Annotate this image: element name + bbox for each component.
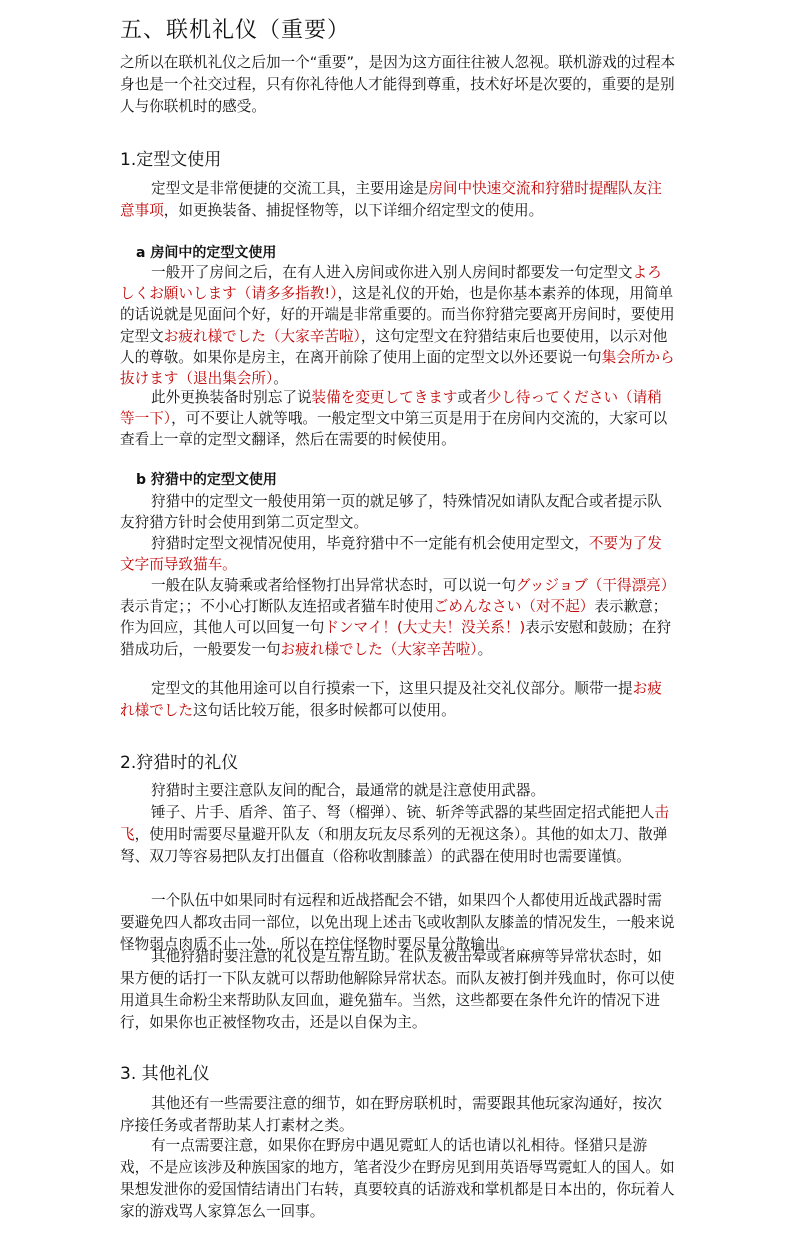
highlight-text: グッジョブ（干得漂亮）: [515, 577, 676, 594]
subsection-a-heading: a 房间中的定型文使用: [136, 245, 277, 261]
text-span: 此外更换装备时别忘了说: [151, 389, 312, 406]
subsection-a-paragraph-2: [120, 387, 676, 451]
text-span: 。: [273, 370, 288, 388]
highlight-text: 不要为了发文字而导致猫车。: [120, 535, 662, 574]
text-span: 定型文的其他用途可以自行摸索一下，这里只提及社交礼仪部分。顺带一提: [151, 680, 633, 697]
section-2-paragraph-4: 其他狩猎时要注意的礼仪是互帮互助。在队友被击晕或者麻痹等异常状态时，如果方便的话打一下队友就可以帮助他解除异常状态。而队友被打倒并残血时，你可以使用道具生命粉尘来帮助队友回血，避免猫车。当然，这些都要在条件允许的情况下进行，如果你也正被怪物攻击，还是以自保为主。: [120, 948, 675, 1031]
text-span: 定型文是非常便捷的交流工具，主要用途是: [151, 180, 429, 197]
section-1-paragraph-1: [120, 178, 676, 222]
highlight-text: お疲れ様でした: [120, 680, 662, 719]
section-3-paragraph-2: 有一点需要注意，如果你在野房中遇见霓虹人的话也请以礼相待。怪猎只是游戏，不是应该涉及种族国家的地方，笔者没少在野房见到用英语辱骂霓虹人的国人。如果想发泄你的爱国情结请出门右转，真要较真的话游戏和掌机都是日本出的，你玩着人家的游戏骂人家算怎么一回事。: [120, 1137, 675, 1220]
subsection-b-paragraph-1: 狩猎中的定型文一般使用第一页的就足够了，特殊情况如请队友配合或者提示队友狩猎方针时会使用到第二页定型文。: [120, 493, 662, 532]
section-2-heading: 2.狩猎时的礼仪: [120, 753, 239, 773]
highlight-text: よろしくお願いします（请多多指教!）: [120, 264, 662, 303]
highlight-text: 击飞: [120, 804, 670, 843]
text-span: ，这句定型文在狩猎结束后也要使用，以示对他人的尊敬。如果你是房主，在离开前除了使用上面的定型文以外还要说一句: [120, 327, 668, 366]
intro-paragraph: 之所以在联机礼仪之后加一个“重要”，是因为这方面往往被人忽视。联机游戏的过程本身也是一个社交过程，只有你礼待他人才能得到尊重，技术好坏是次要的，重要的是别人与你联机时的感受。: [120, 54, 676, 115]
text-span: 一般在队友骑乘或者给怪物打出异常状态时，可以说一句: [151, 577, 516, 594]
subsection-b-heading: b 狩猎中的定型文使用: [136, 472, 277, 488]
text-span: 或者: [457, 389, 487, 406]
highlight-text: 集会所から抜けます（退出集会所）: [120, 348, 675, 388]
highlight-text: お疲れ様でした（大家辛苦啦）: [280, 640, 478, 658]
subsection-b-paragraph-3: [120, 575, 676, 660]
text-span: ，这是礼仪的开始，也是你基本素养的体现，用简单的话说就是见面问个好，好的开端是非常重要的。而当你狩猎完要离开房间时，要使用定型文: [120, 285, 675, 345]
text-span: 表示肯定；；不小心打断队友连招或者猫车时使用: [120, 598, 434, 616]
section-3-heading: 3. 其他礼仪: [120, 1064, 210, 1084]
highlight-text: ドンマイ！(大丈夫！没关系！): [324, 619, 526, 637]
text-span: 一般开了房间之后，在有人进入房间或你进入别人房间时都要发一句定型文: [151, 264, 633, 281]
subsection-a-paragraph-1: [120, 262, 676, 389]
section-2-paragraph-3: 一个队伍中如果同时有远程和近战搭配会不错，如果四个人都使用近战武器时需要避免四人都攻击同一部位，以免出现上述击飞或收割队友膝盖的情况发生，一般来说怪物弱点肉质不止一处，所以在控住怪物时要尽量分散输出。: [120, 892, 675, 953]
text-span: ，使用时需要尽量避开队友（和朋友玩友尽系列的无视这条）。其他的如太刀、散弹弩、双刀等容易把队友打出僵直（俗称收割膝盖）的武器在使用时也需要谨慎。: [120, 826, 668, 865]
highlight-text: ごめんなさい（对不起）: [433, 598, 595, 616]
text-span: 这句话比较万能，很多时候都可以使用。: [192, 702, 456, 719]
section-1-closing-paragraph: [120, 678, 676, 722]
text-span: ，如更换装备、捕捉怪物等，以下详细介绍定型文的使用。: [163, 202, 544, 219]
text-span: 表示安慰和鼓励；在狩猎成功后，一般要发一句: [120, 619, 672, 658]
section-2-paragraph-2: [120, 802, 676, 868]
text-span: ，可不要让人就等哦。一般定型文中第三页是用于在房间内交流的，大家可以查看上一章的定型文翻译，然后在需要的时候使用。: [120, 410, 668, 449]
subsection-b-paragraph-2: [120, 533, 676, 575]
section-2-paragraph-1: 狩猎时主要注意队友间的配合，最通常的就是注意使用武器。: [151, 782, 546, 799]
page-title: 五、联机礼仪（重要）: [120, 18, 351, 43]
text-span: 。: [477, 640, 493, 658]
text-span: 锤子、片手、盾斧、笛子、弩（榴弹）、铳、斩斧等武器的某些固定招式能把人: [151, 804, 655, 821]
text-span: 表示歉意；作为回应，其他人可以回复一句: [120, 598, 668, 637]
text-span: 狩猎时定型文视情况使用，毕竟狩猎中不一定能有机会使用定型文，: [151, 535, 589, 552]
highlight-text: お疲れ様でした（大家辛苦啦）: [163, 327, 361, 345]
highlight-text: 少し待ってください（请稍等一下）: [120, 389, 662, 428]
highlight-text: 装備を変更してきます: [311, 389, 458, 406]
highlight-text: 房间中快速交流和狩猎时提醒队友注意事项: [120, 180, 662, 219]
section-3-paragraph-1: 其他还有一些需要注意的细节，如在野房联机时，需要跟其他玩家沟通好，按次序接任务或者帮助某人打素材之类。: [120, 1095, 662, 1134]
section-1-heading: 1.定型文使用: [120, 150, 222, 170]
